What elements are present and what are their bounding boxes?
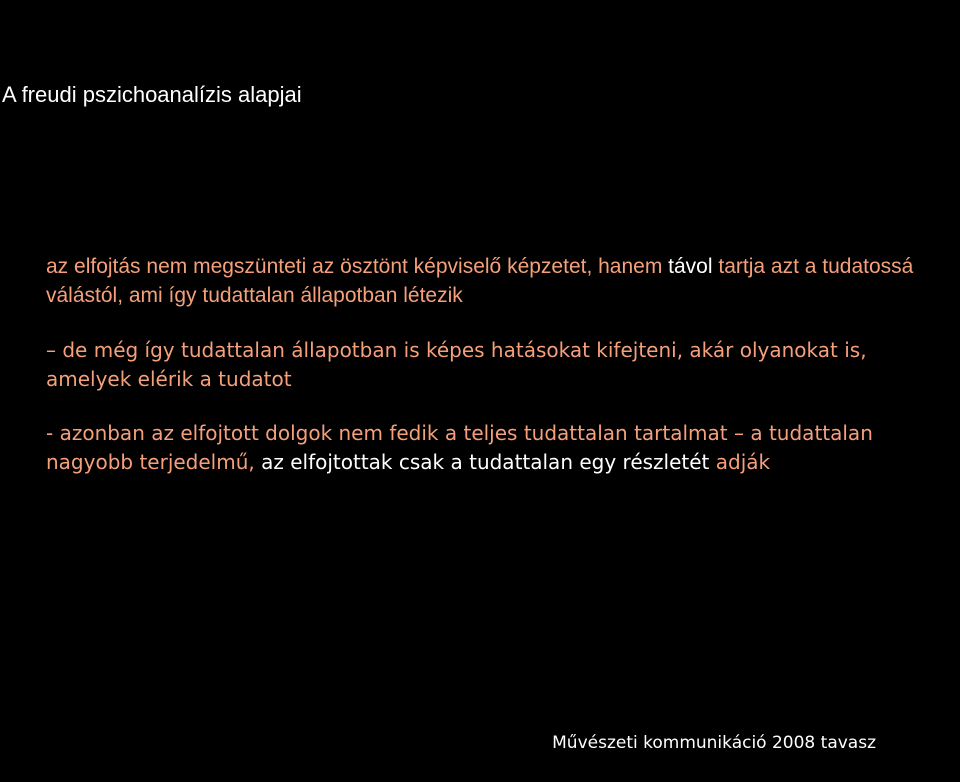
paragraph-effects <box>46 336 926 394</box>
paragraph-segment: adják <box>715 450 771 474</box>
paragraph-segment: tartja azt a tudatossá válástól, ami így tudattalan állapotban létezik <box>46 255 914 307</box>
slide-footer: Művészeti kommunikáció 2008 tavasz <box>552 733 876 753</box>
paragraph-segment: – de még így tudattalan állapotban is képes hatásokat kifejteni, akár olyanokat is, amelyek elérik a tudatot <box>46 338 867 391</box>
paragraph-unconscious-scope <box>46 419 926 477</box>
paragraph-segment: - azonban az elfojtott dolgok nem fedik a teljes tudattalan tartalmat – a <box>46 421 769 445</box>
paragraph-segment: tudattalan nagyobb terjedelmű, <box>46 421 873 474</box>
slide-body <box>46 252 926 477</box>
paragraph-repression <box>46 252 926 310</box>
slide-title: A freudi pszichoanalízis alapjai <box>2 82 302 107</box>
paragraph-segment-highlight: távol <box>668 255 713 278</box>
paragraph-segment-highlight: az elfojtottak csak a tudattalan egy részletét <box>254 450 716 474</box>
paragraph-segment: az elfojtás nem megszünteti az ösztönt képviselő képzetet, hanem <box>46 255 669 278</box>
